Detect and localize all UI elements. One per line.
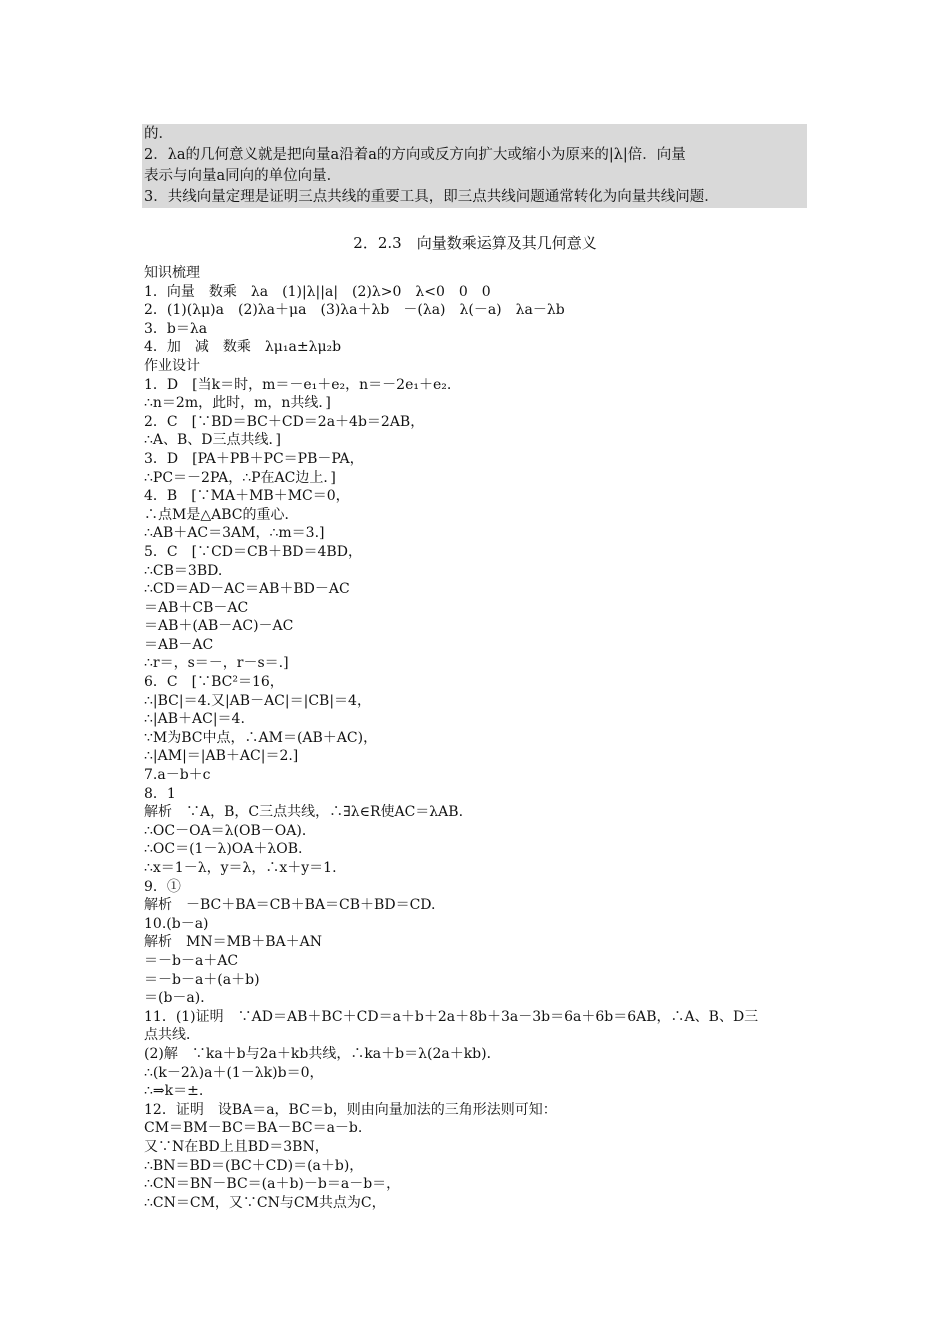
section-title: 2．2.3 向量数乘运算及其几何意义 [353,234,597,252]
body-line: 1．向量 数乘 λa (1)|λ||a| (2)λ>0 λ<0 0 0 [144,283,491,300]
body-line: ∴CN＝BN－BC＝(a＋b)－b＝a－b＝， [144,1176,401,1193]
body-line: ∴|AB＋AC|＝4. [144,711,245,728]
body-line: ＝(b－a)． [144,990,215,1007]
body-line: 5．C [∵CD＝CB＋BD＝4BD， [144,543,362,560]
body-line: 点共线． [144,1027,200,1044]
body-line: 4．B [∵MA＋MB＋MC＝0， [144,488,350,505]
body-line: 解析 MN＝MB＋BA＋AN [144,934,322,951]
body-line: ∴OC－OA＝λ(OB－OA)． [144,822,316,839]
body-line: ＝AB－AC [144,636,214,653]
body-line: 3．b＝λa [144,320,208,337]
body-line: 7.a－b＋c [144,767,211,784]
body-line: 11．(1)证明 ∵AD＝AB＋BC＋CD＝a＋b＋2a＋8b＋3a－3b＝6a＋6b＝6AB，∴A、B、D三 [144,1008,759,1025]
body-line: ∴n＝2m，此时，m，n共线．] [144,395,331,412]
body-line: 10.(b－a) [144,915,209,932]
body-line: ＝－b－a＋(a＋b) [144,971,260,988]
body-line: 又∵N在BD上且BD＝3BN， [144,1138,329,1155]
body-line: (2)解 ∵ka＋b与2a＋kb共线，∴ka＋b＝λ(2a＋kb)． [144,1045,501,1062]
body-line: ∴r＝，s＝－，r－s＝.] [144,655,289,672]
body-line: 解析 ∵A，B，C三点共线，∴∃λ∈R使AC＝λAB. [144,804,464,821]
body-line: 解析 －BC＋BA＝CB＋BA＝CB＋BD＝CD. [144,897,436,914]
body-line: ∴⇒k＝±. [144,1083,204,1100]
body-line: 4．加 减 数乘 λμ₁a±λμ₂b [144,339,342,356]
body-line: ∴x＝1－λ，y＝λ，∴x＋y＝1. [144,860,337,876]
body-line: ∴CD＝AD－AC＝AB＋BD－AC [144,581,350,598]
body-line: ＝AB＋CB－AC [144,599,249,616]
body-line: ＝AB＋(AB－AC)－AC [144,618,294,635]
body-line: 知识梳理 [144,265,200,281]
body-line: 2．(1)(λμ)a (2)λa＋μa (3)λa＋λb －(λa) λ(－a) λa－λb [144,302,565,319]
summary-line: 表示与向量a同向的单位向量． [144,168,342,184]
body-line: 2．C [∵BD＝BC＋CD＝2a＋4b＝2AB， [144,413,425,430]
summary-line: 3．共线向量定理是证明三点共线的重要工具，即三点共线问题通常转化为向量共线问题． [144,189,719,205]
body-line: ∴AB＋AC＝3AM，∴m＝3.] [144,525,325,542]
body-line: ∴|AM|＝|AB＋AC|＝2.] [144,748,299,765]
body-line: ＝－b－a＋AC [144,952,239,969]
summary-line: 的． [144,126,173,142]
body-line: 12．证明 设BA＝a，BC＝b，则由向量加法的三角形法则可知： [144,1101,557,1118]
body-line: ∴PC＝－2PA，∴P在AC边上．] [144,469,336,486]
body-line: ∴BN＝BD＝(BC＋CD)＝(a＋b)， [144,1157,364,1174]
body-line: ∴|BC|＝4.又|AB－AC|＝|CB|＝4， [144,692,371,709]
body-line: 1．D [当k＝时，m＝－e₁＋e₂，n＝－2e₁＋e₂. [144,376,452,393]
body-line: 8．1 [144,785,176,802]
body-line: ∴CN＝CM，又∵CN与CM共点为C， [144,1194,386,1211]
body-line: 6．C [∵BC²＝16， [144,674,284,691]
body-line: ∴点M是△ABC的重心． [144,506,299,523]
body-line: ∴CB＝3BD. [144,562,223,579]
body-line: ∴OC＝(1－λ)OA＋λOB. [144,841,303,858]
body-line: 3．D [PA＋PB＋PC＝PB－PA， [144,450,364,467]
body-line: ∴(k－2λ)a＋(1－λk)b＝0， [144,1064,324,1081]
highlighted-summary-box [142,124,807,208]
body-line: 作业设计 [144,357,200,374]
summary-line: 2．λa的几何意义就是把向量a沿着a的方向或反方向扩大或缩小为原来的|λ|倍．向量 [144,147,686,163]
body-line: ∵M为BC中点，∴AM＝(AB＋AC)， [144,729,378,746]
body-line: ∴A、B、D三点共线．] [144,432,281,449]
answer-body [144,264,809,1212]
body-line: CM＝BM－BC＝BA－BC＝a－b. [144,1120,363,1137]
body-line: 9．① [144,878,181,895]
